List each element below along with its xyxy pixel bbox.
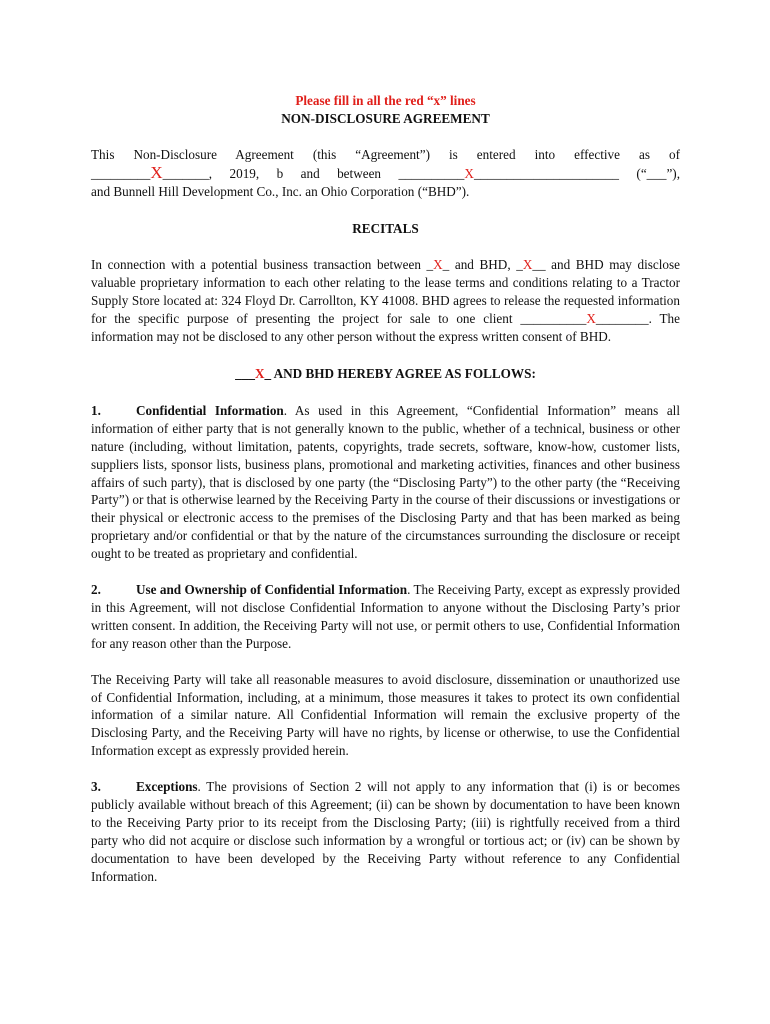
intro-line-2 bbox=[91, 164, 680, 183]
section-2-number: 2. bbox=[91, 582, 101, 598]
document-title: NON-DISCLOSURE AGREEMENT bbox=[281, 110, 490, 126]
recitals-text-1: In connection with a potential business transaction between _ bbox=[91, 257, 434, 273]
section-1-body: . As used in this Agreement, “Confidential Information” means all information of either party that is not generally known to the public, whether of a technical, business or other nature (including, without limitation, patents, copyrights, trade secrets, software, know-how, customer lists, suppliers lists, sponsor lists, business plans, promotional and marketing activities, finances and other business affairs of such party), that is disclosed by one party (the “Disclosing Party”) to the other party (the “Receiving Party”) or that is otherwise learned by the Receiving Party in the course of their discussions or investigations or their physical or electronic access to the premises of the Disclosing Party and that has been marked as being proprietary and/or confidential or that by the nature of the circumstances surrounding the disclosure or receipt ought to be treated as proprietary and confidential. bbox=[91, 402, 680, 562]
section-3-title: Exceptions bbox=[136, 779, 198, 795]
section-2-title: Use and Ownership of Confidential Information bbox=[136, 582, 408, 598]
recitals-text-2: _ and BHD, _ bbox=[442, 257, 523, 273]
intro-line-3: and Bunnell Hill Development Co., Inc. an Ohio Corporation (“BHD”). bbox=[91, 183, 470, 199]
recitals-fill-marker-1[interactable]: X bbox=[433, 257, 443, 273]
agree-heading-text: _ AND BHD HEREBY AGREE AS FOLLOWS: bbox=[264, 365, 536, 381]
section-3 bbox=[91, 778, 680, 885]
agree-blank-prefix: ___ bbox=[235, 365, 255, 381]
recitals-paragraph bbox=[91, 256, 680, 346]
recitals-text-3: __ and BHD may disclose valuable proprietary information to each other relating to the lease terms and conditions relating to a Tractor Supply Store located at: 324 Floyd Dr. Carrollton, KY 41008. BHD agrees to release the requested information for the specific purpose of presenting the project for sale to one client __________ bbox=[91, 257, 680, 327]
recitals-heading: RECITALS bbox=[352, 220, 419, 236]
date-blank-suffix: _______, 2019, b and between __________ bbox=[162, 165, 465, 181]
agreement-heading bbox=[91, 365, 680, 383]
date-fill-marker[interactable]: X bbox=[150, 162, 163, 182]
agree-fill-marker[interactable]: X bbox=[254, 365, 265, 381]
intro-line-1: This Non-Disclosure Agreement (this “Agreement”) is entered into effective as of bbox=[91, 146, 680, 162]
section-3-number: 3. bbox=[91, 779, 101, 795]
section-2-paragraph-2: The Receiving Party will take all reasonable measures to avoid disclosure, dissemination or unauthorized use of Confidential Information, including, at a minimum, those measures it takes to protect its own confidential information of a similar nature. All Confidential Information will remain the exclusive property of the Disclosing Party, and the Receiving Party will have no rights, by license or otherwise, to use the Confidential Information except as expressly provided herein. bbox=[91, 671, 680, 759]
party-name-fill-marker[interactable]: X bbox=[464, 165, 474, 181]
date-blank-prefix: _________ bbox=[91, 165, 151, 181]
recitals-fill-marker-3[interactable]: X bbox=[586, 311, 596, 327]
intro-paragraph bbox=[91, 146, 680, 201]
recitals-fill-marker-2[interactable]: X bbox=[522, 257, 533, 273]
section-1-title: Confidential Information bbox=[136, 402, 284, 418]
section-3-body: . The provisions of Section 2 will not apply to any information that (i) is or becomes publicly available without breach of this Agreement; (ii) can be shown by documentation to have been known to the Receiving Party prior to its receipt from the Disclosing Party; (iii) is rightfully received from a third party who did not acquire or disclose such information by a wrongful or tortious act; or (iv) can be shown by documentation to have been developed by the Receiving Party without reference to any Confidential Information. bbox=[91, 779, 680, 884]
recitals-text-4: ________. The information may not be disclosed to any other person without the express written consent of BHD. bbox=[91, 311, 681, 345]
section-1-number: 1. bbox=[91, 402, 101, 418]
section-1 bbox=[91, 402, 680, 563]
fill-in-notice: Please fill in all the red “x” lines bbox=[295, 93, 476, 108]
section-2-body: . The Receiving Party, except as expressly provided in this Agreement, will not disclose Confidential Information to anyone without the Disclosing Party’s prior written consent. In addition, the Receiving Party will not use, or permit others to use, Confidential Information for any reason other than the Purpose. bbox=[91, 582, 680, 651]
document-page bbox=[91, 92, 680, 886]
section-2 bbox=[91, 581, 680, 653]
party-name-blank-suffix: ______________________ (“___”), bbox=[473, 165, 680, 181]
